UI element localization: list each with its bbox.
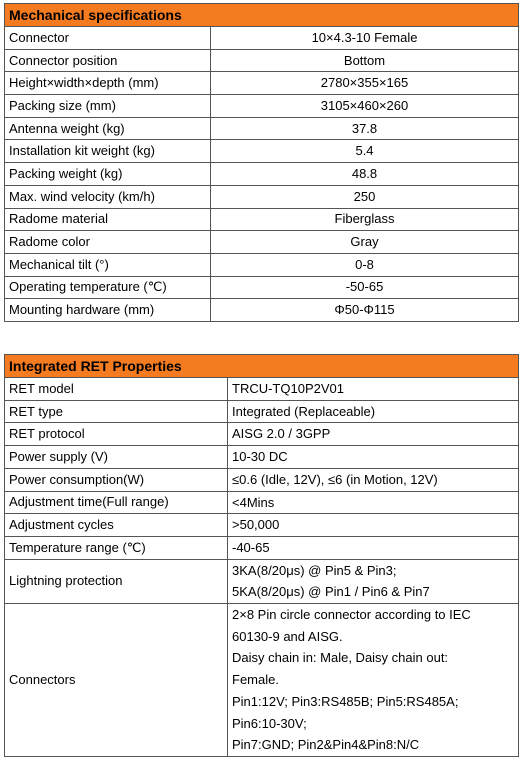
section-title: Mechanical specifications	[5, 4, 519, 27]
row-value: AISG 2.0 / 3GPP	[228, 423, 519, 446]
lightning-protection-row	[5, 559, 519, 603]
row-label: Adjustment cycles	[5, 514, 228, 537]
row-value: 10×4.3-10 Female	[211, 27, 519, 50]
row-label: Height×width×depth (mm)	[5, 72, 211, 95]
table-header-row	[5, 4, 519, 27]
table-row	[5, 276, 519, 299]
row-value: Gray	[211, 231, 519, 254]
table-row	[5, 423, 519, 446]
table-row	[5, 400, 519, 423]
table-row	[5, 72, 519, 95]
row-value: 3105×460×260	[211, 95, 519, 118]
table-row	[5, 446, 519, 469]
row-value: Bottom	[211, 49, 519, 72]
row-label: Installation kit weight (kg)	[5, 140, 211, 163]
table-row	[5, 253, 519, 276]
table-row	[5, 491, 519, 514]
table-row	[5, 514, 519, 537]
ret-properties-table	[4, 354, 519, 757]
row-label: Connector	[5, 27, 211, 50]
row-value	[228, 559, 519, 603]
lightning-protection-line: 3KA(8/20μs) @ Pin5 & Pin3;	[232, 562, 397, 578]
row-label: RET model	[5, 378, 228, 401]
row-label: Antenna weight (kg)	[5, 117, 211, 140]
row-label: Adjustment time(Full range)	[5, 491, 228, 514]
row-label: Packing weight (kg)	[5, 163, 211, 186]
mechanical-specifications-table	[4, 3, 519, 322]
connectors-line: Daisy chain in: Male, Daisy chain out:	[232, 650, 449, 666]
row-label: RET protocol	[5, 423, 228, 446]
table-row	[5, 536, 519, 559]
table-row	[5, 231, 519, 254]
table-row	[5, 378, 519, 401]
row-value: 2780×355×165	[211, 72, 519, 95]
connectors-row	[5, 604, 519, 757]
row-value: ≤0.6 (Idle, 12V), ≤6 (in Motion, 12V)	[228, 468, 519, 491]
table-row	[5, 468, 519, 491]
table-row	[5, 208, 519, 231]
connectors-line: 2×8 Pin circle connector according to IEC	[232, 607, 471, 623]
table-row	[5, 95, 519, 118]
row-label: RET type	[5, 400, 228, 423]
row-label: Connectors	[5, 604, 228, 757]
row-value: Fiberglass	[211, 208, 519, 231]
connectors-line: Female.	[232, 672, 279, 688]
table-row	[5, 27, 519, 50]
row-value: 250	[211, 185, 519, 208]
row-value: 10-30 DC	[228, 446, 519, 469]
table-row	[5, 117, 519, 140]
row-label: Power supply (V)	[5, 446, 228, 469]
table-row	[5, 299, 519, 322]
row-label: Connector position	[5, 49, 211, 72]
table-row	[5, 49, 519, 72]
row-label: Radome material	[5, 208, 211, 231]
connectors-line: Pin6:10-30V;	[232, 715, 307, 731]
row-value: >50,000	[228, 514, 519, 537]
row-value: Integrated (Replaceable)	[228, 400, 519, 423]
row-label: Temperature range (℃)	[5, 536, 228, 559]
row-value: TRCU-TQ10P2V01	[228, 378, 519, 401]
table-header-row	[5, 355, 519, 378]
row-label: Mounting hardware (mm)	[5, 299, 211, 322]
row-value: 0-8	[211, 253, 519, 276]
row-value	[228, 604, 519, 757]
row-label: Mechanical tilt (°)	[5, 253, 211, 276]
table-row	[5, 185, 519, 208]
row-label: Packing size (mm)	[5, 95, 211, 118]
row-label: Radome color	[5, 231, 211, 254]
row-label: Power consumption(W)	[5, 468, 228, 491]
lightning-protection-line: 5KA(8/20μs) @ Pin1 / Pin6 & Pin7	[232, 584, 430, 600]
row-value: Φ50-Φ115	[211, 299, 519, 322]
row-value: <4Mins	[228, 491, 519, 514]
row-label: Max. wind velocity (km/h)	[5, 185, 211, 208]
table-row	[5, 140, 519, 163]
row-value: -40-65	[228, 536, 519, 559]
row-value: 48.8	[211, 163, 519, 186]
row-label: Operating temperature (℃)	[5, 276, 211, 299]
row-value: -50-65	[211, 276, 519, 299]
row-value: 5.4	[211, 140, 519, 163]
row-value: 37.8	[211, 117, 519, 140]
section-title: Integrated RET Properties	[5, 355, 519, 378]
row-label: Lightning protection	[5, 559, 228, 603]
connectors-line: Pin1:12V; Pin3:RS485B; Pin5:RS485A;	[232, 693, 459, 709]
connectors-line: Pin7:GND; Pin2&Pin4&Pin8:N/C	[232, 737, 420, 753]
table-row	[5, 163, 519, 186]
connectors-line: 60130-9 and AISG.	[232, 628, 343, 644]
